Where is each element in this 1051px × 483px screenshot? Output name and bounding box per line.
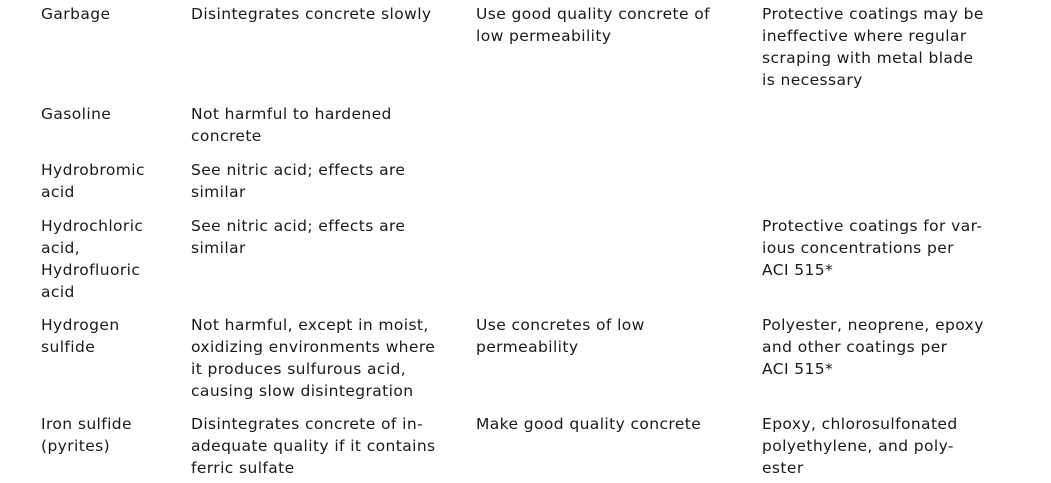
effect-cell: See nitric acid; effects are similar <box>191 161 406 201</box>
substance-cell: Gasoline <box>41 105 112 123</box>
coatings-cell: Polyester, neoprene, epoxy and other coatings per ACI 515* <box>762 316 984 378</box>
table-row <box>0 3 1051 103</box>
coatings-cell: Protective coatings may be ineffective where regular scraping with metal blade is necessary <box>762 5 984 89</box>
table-row <box>0 103 1051 159</box>
effect-cell: Disintegrates concrete of in- adequate quality if it contains ferric sulfate <box>191 415 436 477</box>
prevention-cell: Use concretes of low permeability <box>476 316 645 356</box>
substance-cell: Hydrochloric acid, Hydrofluoric acid <box>41 217 144 301</box>
substance-cell: Garbage <box>41 5 111 23</box>
substance-cell: Iron sulfide (pyrites) <box>41 415 132 455</box>
chemical-effects-table <box>0 3 1051 483</box>
table-row <box>0 314 1051 413</box>
effect-cell: Not harmful to hardened concrete <box>191 105 392 145</box>
substance-cell: Hydrobromic acid <box>41 161 145 201</box>
table-row <box>0 413 1051 483</box>
prevention-cell: Use good quality concrete of low permeability <box>476 5 711 45</box>
table-row <box>0 159 1051 215</box>
effect-cell: Not harmful, except in moist, oxidizing environments where it produces sulfurous acid, causing slow disintegration <box>191 316 436 400</box>
coatings-cell: Protective coatings for var- ious concentrations per ACI 515* <box>762 217 983 279</box>
effect-cell: Disintegrates concrete slowly <box>191 5 432 23</box>
effect-cell: See nitric acid; effects are similar <box>191 217 406 257</box>
coatings-cell: Epoxy, chlorosulfonated polyethylene, and poly- ester <box>762 415 958 477</box>
table-row <box>0 215 1051 314</box>
substance-cell: Hydrogen sulfide <box>41 316 120 356</box>
prevention-cell: Make good quality concrete <box>476 415 702 433</box>
